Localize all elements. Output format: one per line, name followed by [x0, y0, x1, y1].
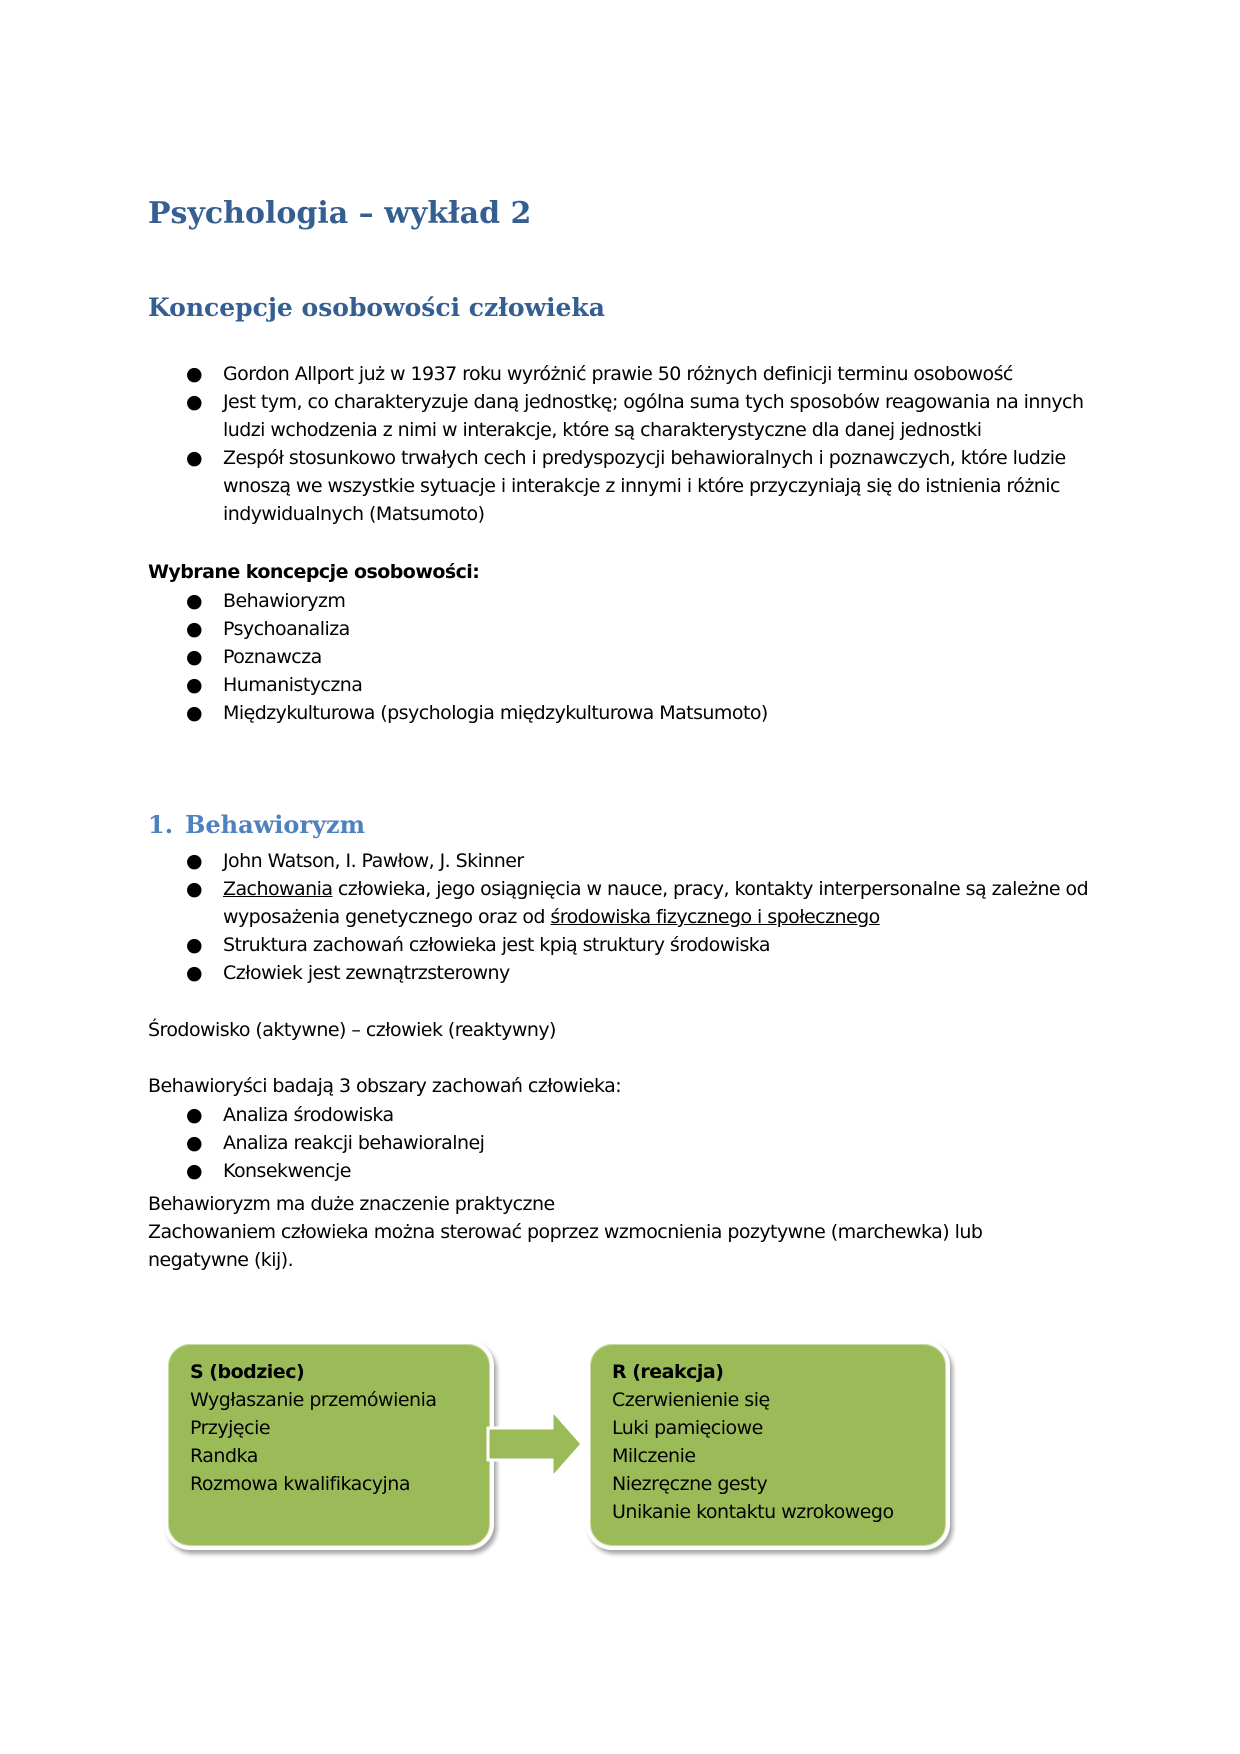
- stimulus-box: [164, 1340, 494, 1550]
- behaviorism-list: [148, 847, 1098, 987]
- document-title: Psychologia – wykład 2: [148, 196, 532, 231]
- bullet-icon: ●: [186, 1160, 203, 1182]
- stimulus-content: [190, 1358, 437, 1498]
- stimulus-title: S (bodziec): [190, 1361, 305, 1383]
- bullet-icon: ●: [186, 962, 203, 984]
- stimulus-item: Wygłaszanie przemówienia: [190, 1389, 437, 1411]
- heading-number: 1.: [148, 810, 174, 839]
- list-item: ● Struktura zachowań człowieka jest kpią struktury środowiska: [148, 931, 1098, 959]
- bullet-icon: ●: [186, 646, 203, 668]
- heading-text: Behawioryzm: [185, 810, 366, 839]
- areas-list: [148, 1101, 1098, 1185]
- response-item: Niezręczne gesty: [612, 1473, 768, 1495]
- underlined-term: środowiska fizycznego i społecznego: [550, 906, 880, 928]
- bullet-icon: ●: [186, 363, 203, 385]
- stimulus-item: Przyjęcie: [190, 1417, 271, 1439]
- areas-intro: Behawioryści badają 3 obszary zachowań człowieka:: [148, 1075, 622, 1097]
- stimulus-item: Rozmowa kwalifikacyjna: [190, 1473, 410, 1495]
- bullet-icon: ●: [186, 1104, 203, 1126]
- bullet-icon: ●: [186, 674, 203, 696]
- bullet-icon: ●: [186, 1132, 203, 1154]
- list-item: ● Człowiek jest zewnątrzsterowny: [148, 959, 1098, 987]
- stimulus-item: Randka: [190, 1445, 258, 1467]
- list-item: ● John Watson, I. Pawłow, J. Skinner: [148, 847, 1098, 875]
- bullet-icon: ●: [186, 447, 203, 469]
- bullet-icon: ●: [186, 391, 203, 413]
- list-item: ● Behawioryzm: [148, 587, 1098, 615]
- response-content: [612, 1358, 894, 1526]
- list-item: ● Poznawcza: [148, 643, 1098, 671]
- bullet-icon: ●: [186, 934, 203, 956]
- list-item: ● Analiza środowiska: [148, 1101, 1098, 1129]
- list-item: ● Konsekwencje: [148, 1157, 1098, 1185]
- selected-concepts-label: Wybrane koncepcje osobowości:: [148, 561, 480, 583]
- bullet-icon: ●: [186, 878, 203, 900]
- list-item: ● Jest tym, co charakteryzuje daną jednostkę; ogólna suma tych sposobów reagowania na innych ludzi wchodzenia z nimi w interakcje, które są charakterystyczne dla danej jednostki: [148, 388, 1098, 444]
- environment-line: Środowisko (aktywne) – człowiek (reaktywny): [148, 1019, 556, 1041]
- bullet-icon: ●: [186, 850, 203, 872]
- list-item: ● Zespół stosunkowo trwałych cech i predyspozycji behawioralnych i poznawczych, które ludzie wnoszą we wszystkie sytuacje i interakcje z innymi i które przyczyniają się do istnienia różnic indywidualnych (Matsumoto): [148, 444, 1098, 528]
- practical-line: Behawioryzm ma duże znaczenie praktyczne: [148, 1193, 555, 1215]
- arrow-right-icon: [486, 1404, 586, 1484]
- response-item: Milczenie: [612, 1445, 696, 1467]
- bullet-icon: ●: [186, 618, 203, 640]
- bullet-icon: ●: [186, 590, 203, 612]
- list-item: ● Gordon Allport już w 1937 roku wyróżnić prawie 50 różnych definicji terminu osobowość: [148, 360, 1098, 388]
- personality-definitions-list: [148, 360, 1098, 528]
- response-box: [586, 1340, 950, 1550]
- steering-paragraph: Zachowaniem człowieka można sterować poprzez wzmocnienia pozytywne (marchewka) lub negatywne (kij).: [148, 1221, 983, 1271]
- list-item: ● Psychoanaliza: [148, 615, 1098, 643]
- section-heading-behaviorism: [148, 810, 365, 839]
- selected-concepts-list: [148, 587, 1098, 727]
- response-item: Luki pamięciowe: [612, 1417, 763, 1439]
- section-heading-personality: Koncepcje osobowości człowieka: [148, 293, 605, 322]
- bullet-icon: ●: [186, 702, 203, 724]
- list-item: ● Analiza reakcji behawioralnej: [148, 1129, 1098, 1157]
- list-item: ● Humanistyczna: [148, 671, 1098, 699]
- list-item: ● Międzykulturowa (psychologia międzykulturowa Matsumoto): [148, 699, 1098, 727]
- response-title: R (reakcja): [612, 1361, 724, 1383]
- response-item: Unikanie kontaktu wzrokowego: [612, 1501, 894, 1523]
- response-item: Czerwienienie się: [612, 1389, 770, 1411]
- list-item: ● Zachowania człowieka, jego osiągnięcia w nauce, pracy, kontakty interpersonalne są zależne od wyposażenia genetycznego oraz od środowiska fizycznego i społecznego: [148, 875, 1098, 931]
- underlined-term: Zachowania: [223, 878, 333, 900]
